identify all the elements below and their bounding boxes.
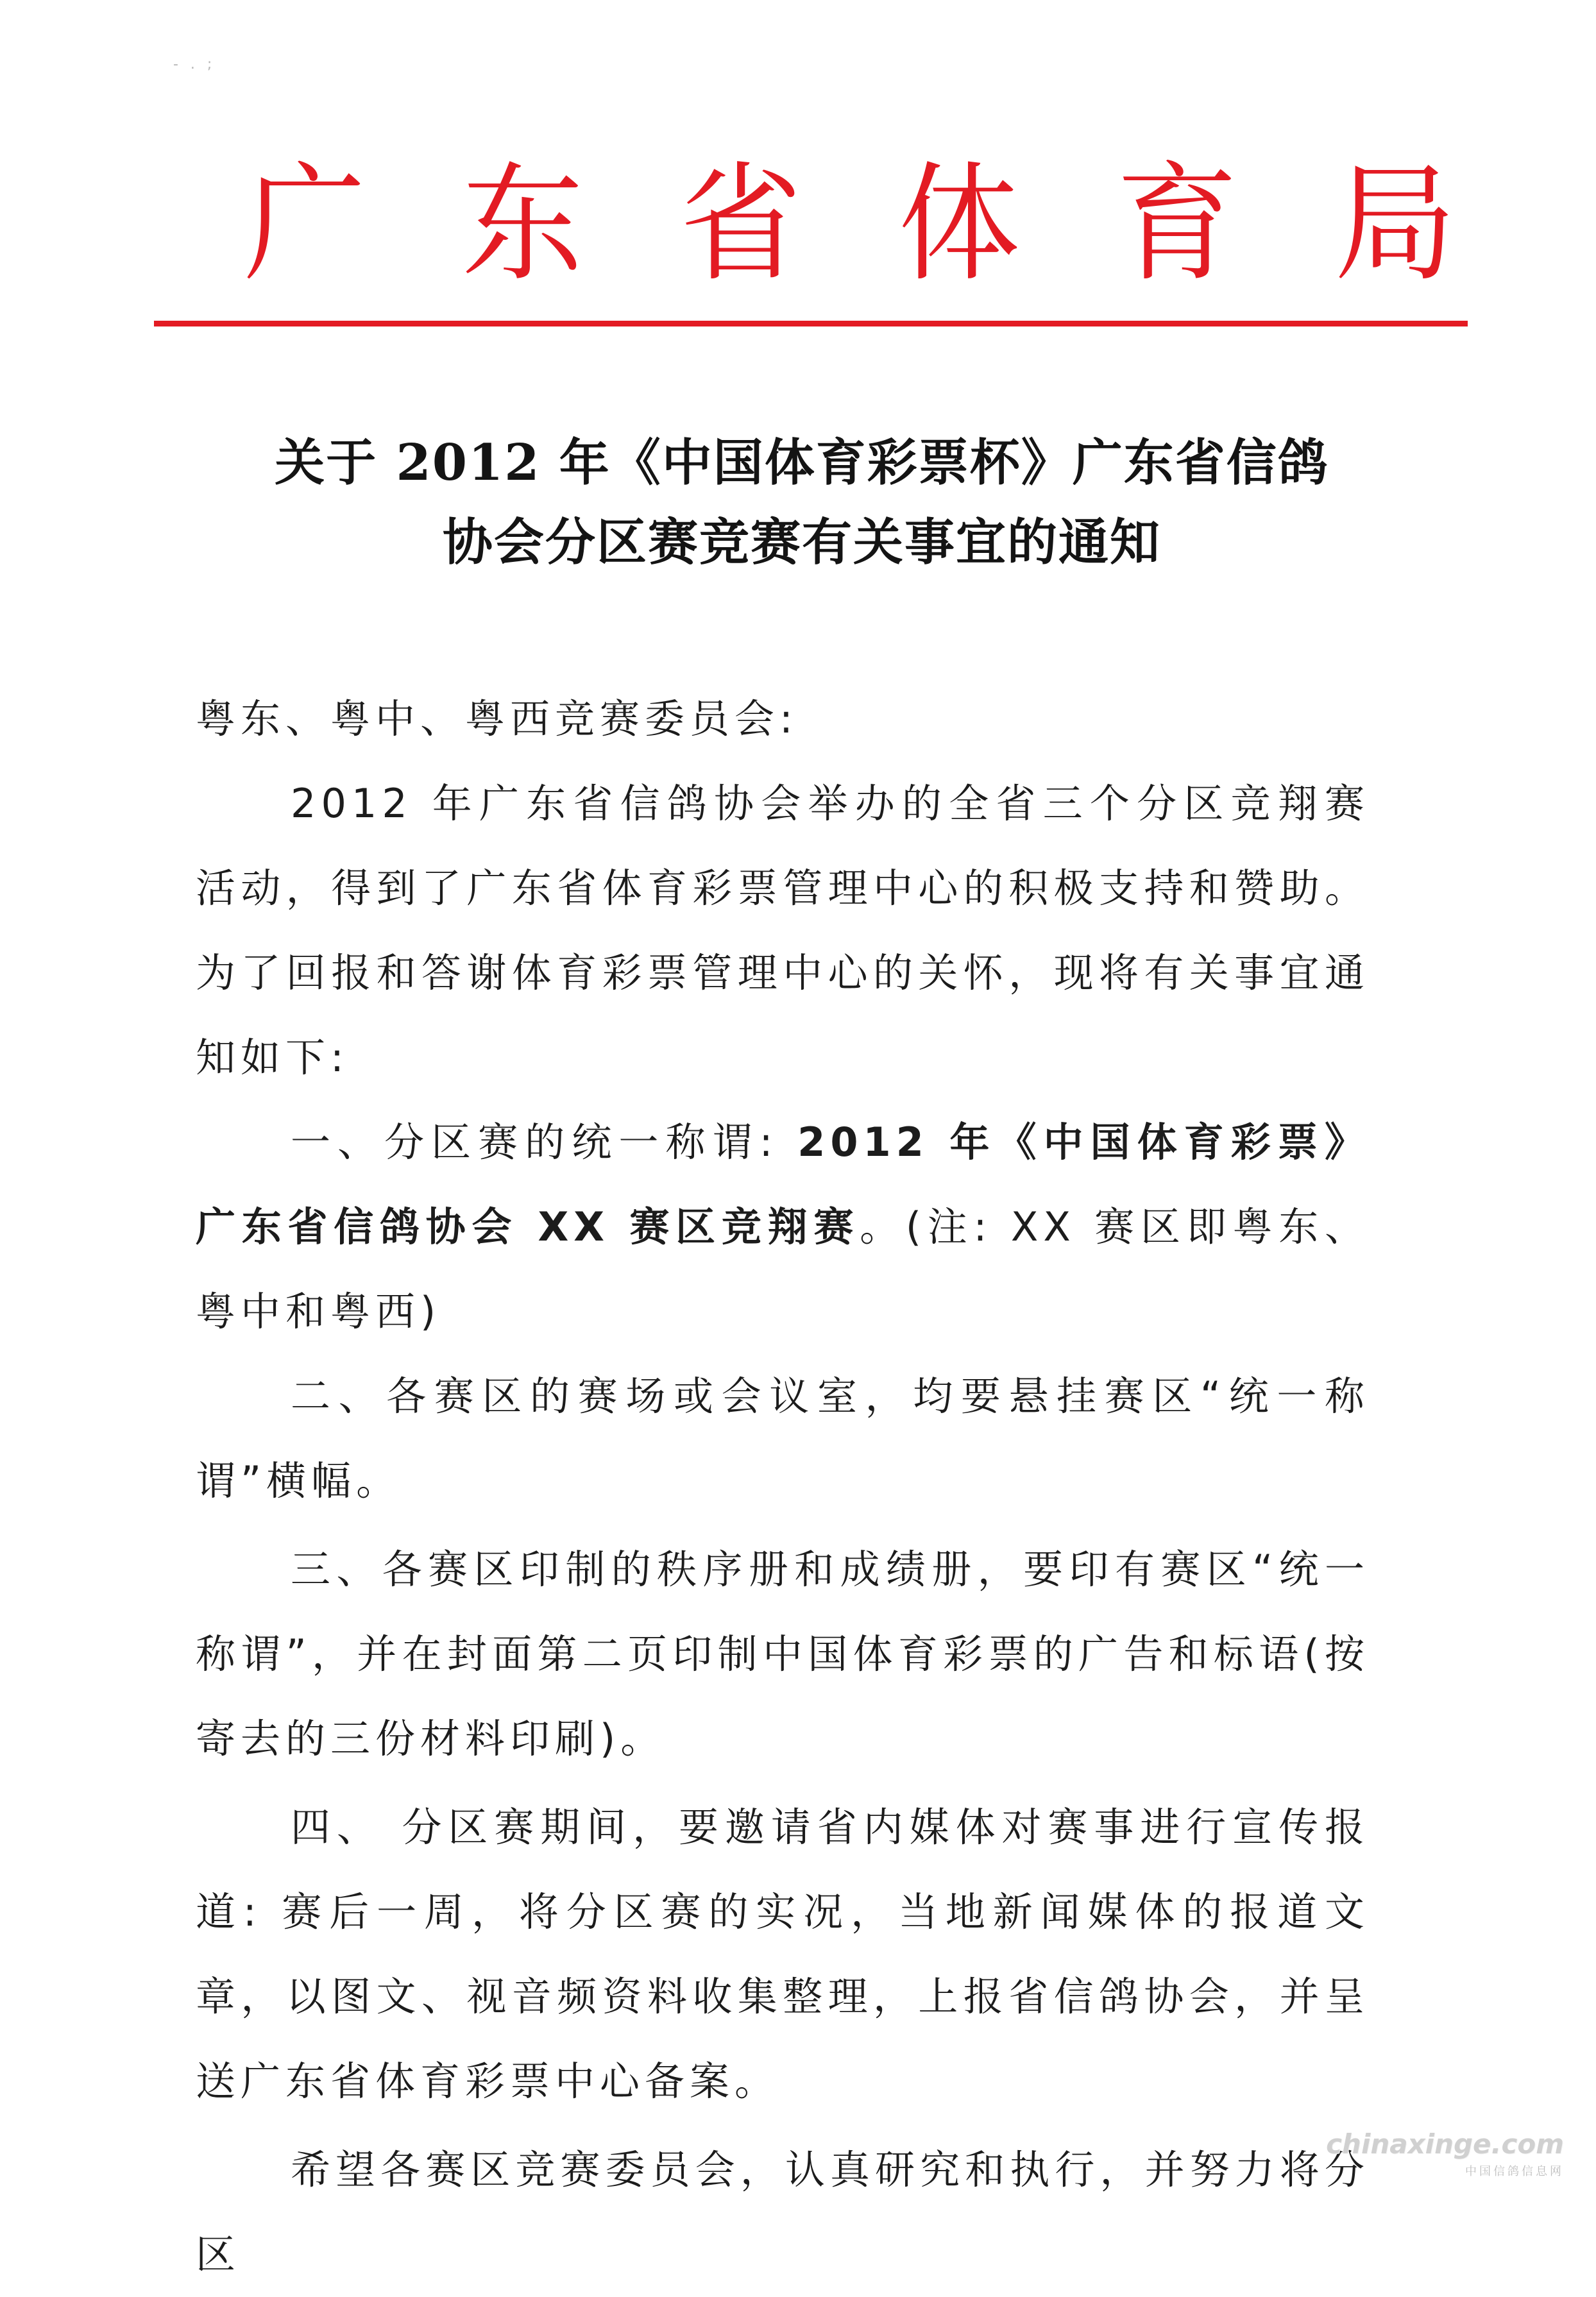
watermark-site: chinaxinge.com [1326,2128,1564,2160]
item-1-unified-name: 2012 年《中国体育彩票》广东省信鸽协会 XX 赛区竞翔赛 [196,1119,1370,1250]
letterhead-char: 局 [1334,149,1456,299]
letterhead-char: 东 [461,149,584,299]
notice-title [186,423,1418,582]
paragraph-item-2: 二、各赛区的赛场或会议室，均要悬挂赛区“统一称谓”横幅。 [196,1373,1370,1504]
letterhead-char: 育 [1116,149,1238,299]
letterhead-title [154,148,1482,301]
scan-marks: - . ; [173,56,216,72]
salutation: 粤东、粤中、粤西竞赛委员会: [196,695,798,742]
item-1-lead: 一、分区赛的统一称谓: [291,1119,798,1165]
letterhead-red-rule [154,321,1468,326]
notice-title-line-2: 协会分区赛竞赛有关事宜的通知 [442,513,1161,572]
watermark-subtitle: 中国信鸽信息网 [1465,2165,1564,2178]
paragraph-intro: 2012 年广东省信鸽协会举办的全省三个分区竞翔赛活动，得到了广东省体育彩票管理中心的积极支持和赞助。为了回报和答谢体育彩票管理中心的关怀，现将有关事宜通知如下: [196,780,1370,1081]
site-watermark [1326,2128,1564,2179]
notice-title-line-1: 关于 2012 年《中国体育彩票杯》广东省信鸽 [275,434,1329,492]
letterhead-char: 省 [679,149,802,299]
item-1-note: 。(注: XX 赛区即粤东、粤中和粤西) [196,1203,1370,1335]
paragraph-item-4: 四、 分区赛期间，要邀请省内媒体对赛事进行宣传报道: 赛后一周，将分区赛的实况，当地新闻媒体的报道文章，以图文、视音频资料收集整理，上报省信鸽协会，并呈送广东省体育彩票中心备案。 [196,1804,1370,2105]
paragraph-item-1 [196,1100,1370,1354]
paragraph-closing: 希望各赛区竞赛委员会，认真研究和执行，并努力将分区 [196,2146,1370,2278]
paragraph-item-3: 三、各赛区印制的秩序册和成绩册，要印有赛区“统一称谓”，并在封面第二页印制中国体育彩票的广告和标语(按寄去的三份材料印刷)。 [196,1546,1370,1762]
notice-body [196,677,1370,2297]
letterhead-char: 广 [244,149,366,299]
letterhead-char: 体 [897,149,1020,299]
